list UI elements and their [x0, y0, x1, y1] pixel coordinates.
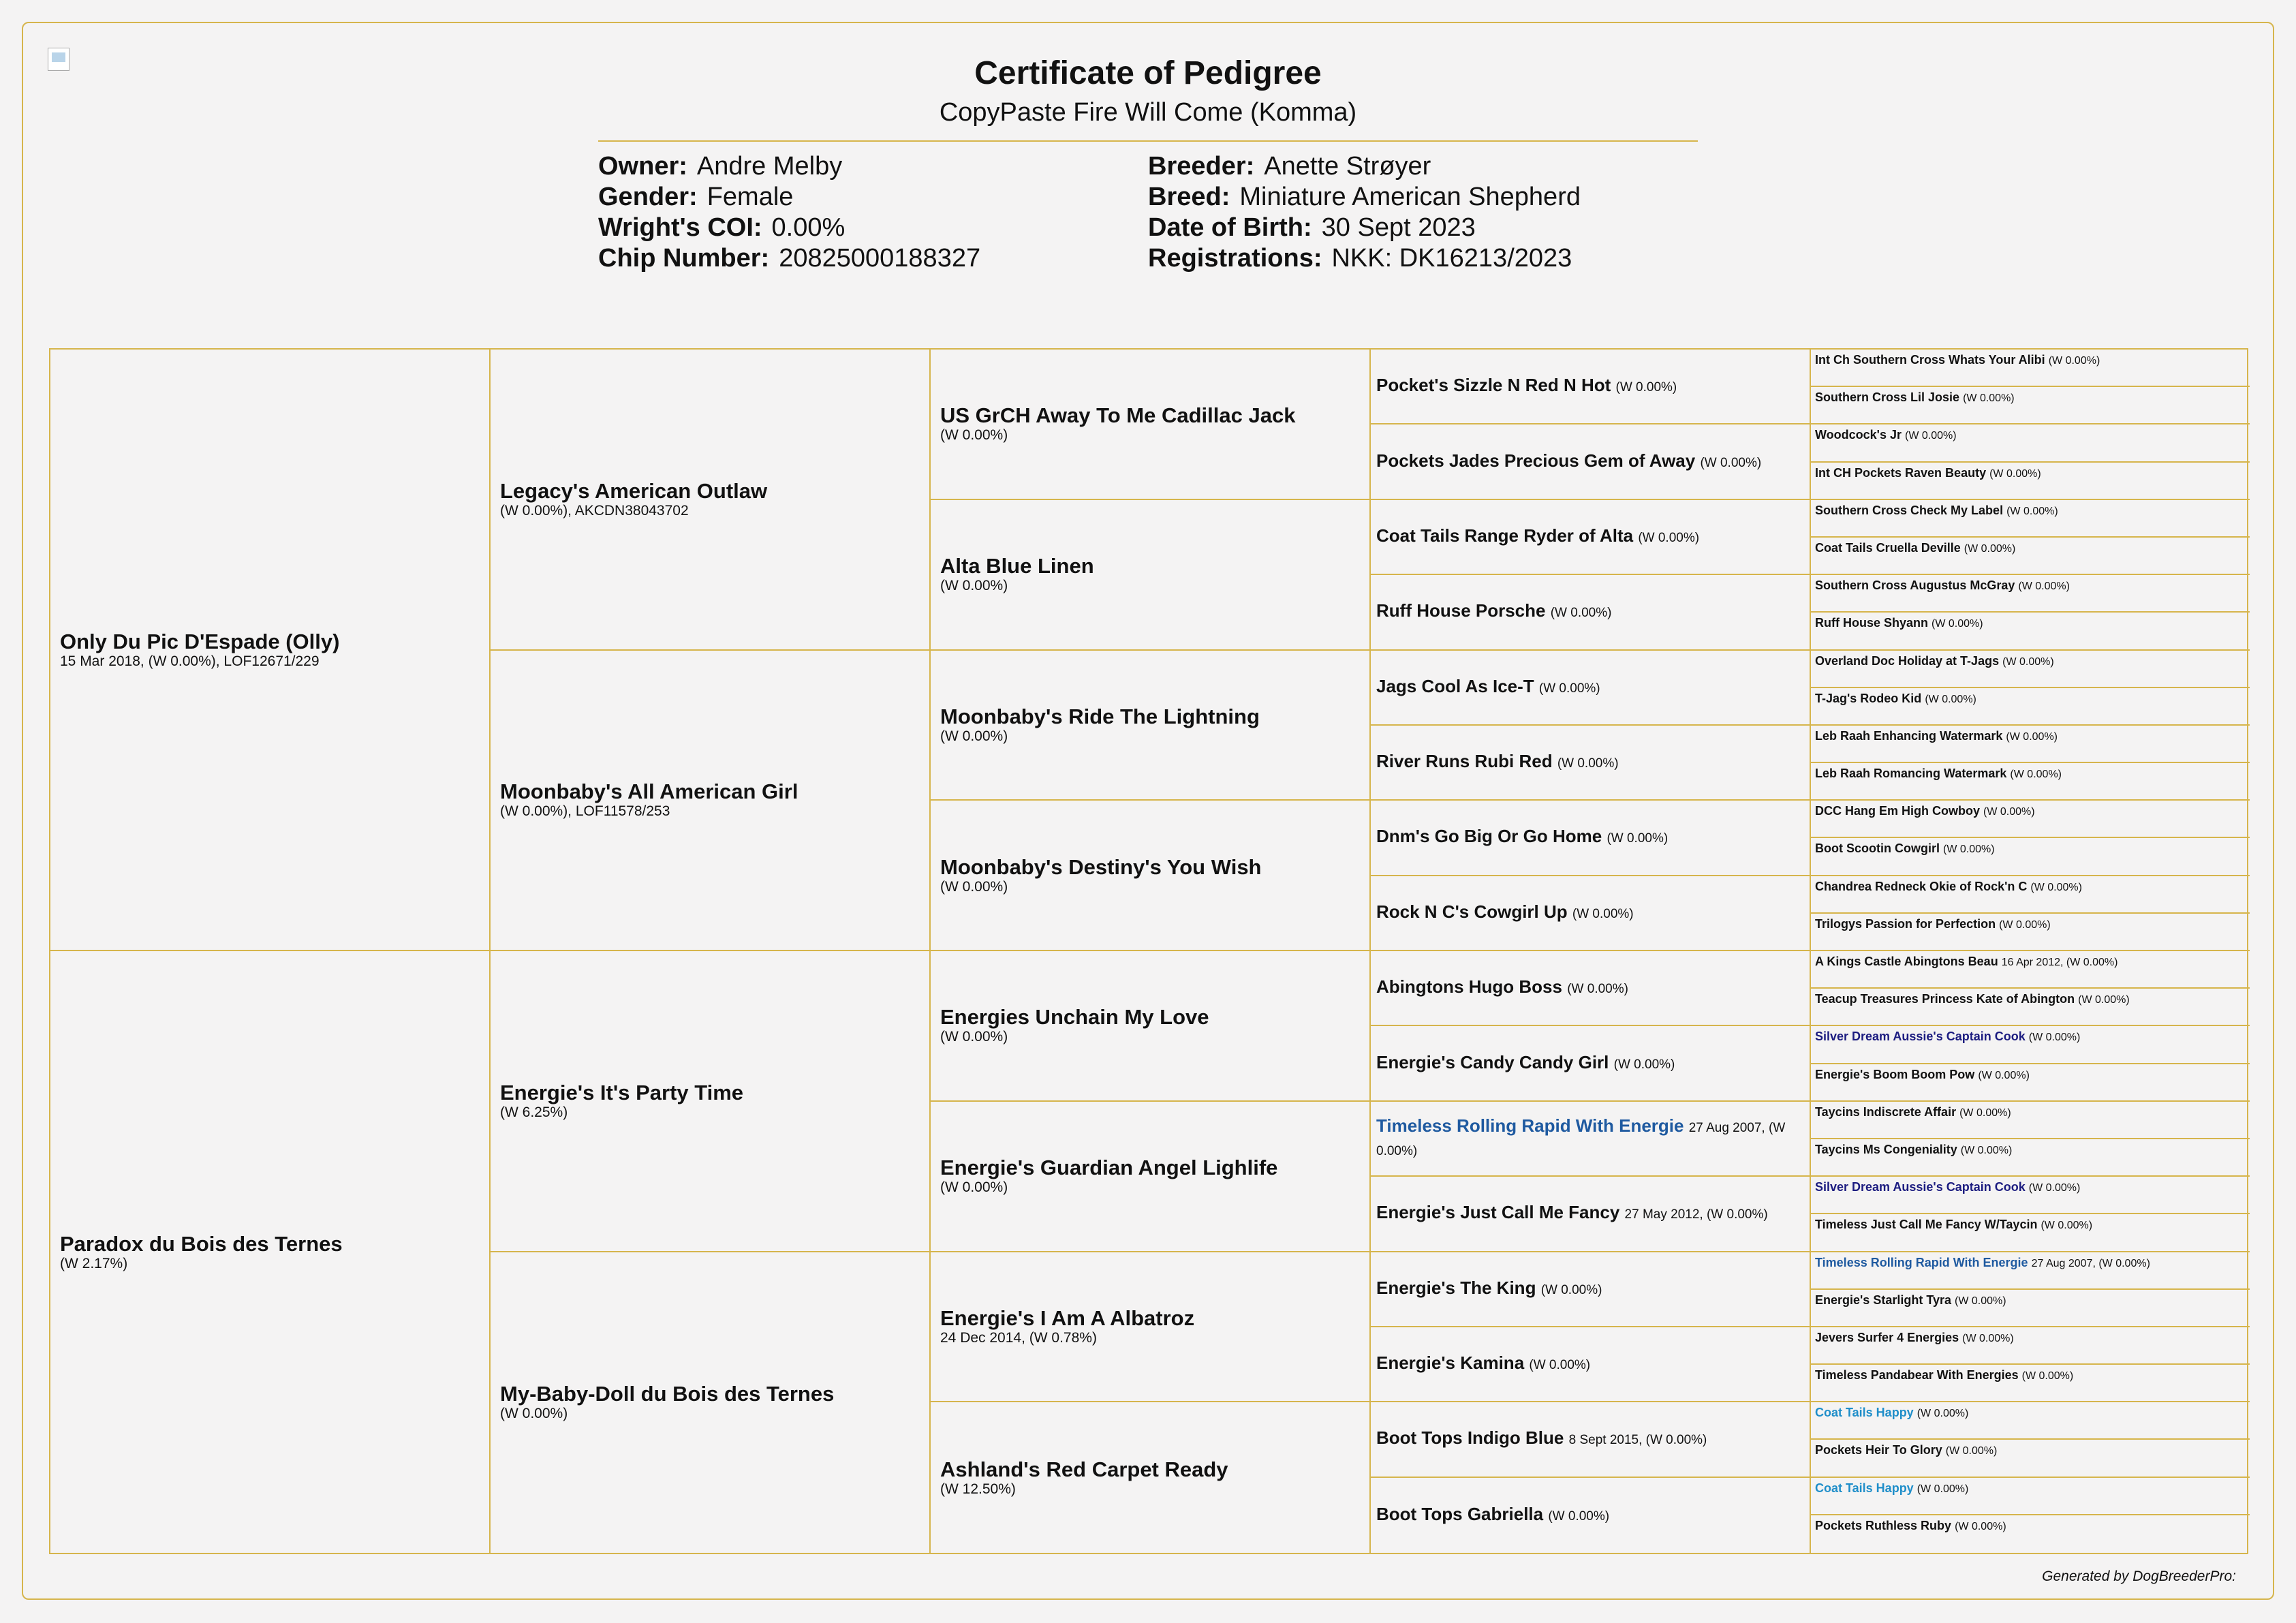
- dog-detail: (W 0.00%): [1959, 1107, 2011, 1119]
- dog-line: [1815, 578, 2246, 594]
- dog-detail: 27 Aug 2007, (W 0.00%): [2031, 1257, 2150, 1269]
- dog-detail: (W 0.00%): [1550, 606, 1612, 621]
- pedigree-cell-gen5: [1811, 1064, 2250, 1102]
- detail-row: [1148, 151, 1581, 182]
- pedigree-cell-gen3: [931, 350, 1371, 500]
- pedigree-cell-gen4: [1371, 876, 1811, 951]
- dog-name: Boot Scootin Cowgirl: [1815, 841, 1940, 856]
- dog-detail: (W 0.00%): [2021, 1370, 2074, 1382]
- dog-name: Chandrea Redneck Okie of Rock'n C: [1815, 879, 2028, 893]
- dog-detail: 24 Dec 2014, (W 0.78%): [940, 1329, 1097, 1346]
- dog-detail: (W 0.00%): [2048, 355, 2100, 367]
- pedigree-cell-gen5: [1811, 688, 2250, 726]
- dog-detail: (W 0.00%): [1989, 467, 2041, 480]
- dog-name: Coat Tails Range Ryder of Alta: [1376, 525, 1634, 546]
- detail-row: [598, 243, 980, 274]
- dog-detail: (W 0.00%): [2041, 1220, 2093, 1232]
- pedigree-cell-gen4: [1371, 424, 1811, 499]
- detail-label: Date of Birth:: [1148, 213, 1312, 242]
- dog-line: [1376, 1427, 1804, 1451]
- dog-name: River Runs Rubi Red: [1376, 751, 1553, 772]
- pedigree-cell-gen5: [1811, 350, 2250, 387]
- dog-detail: (W 0.00%): [1529, 1358, 1591, 1373]
- dog-name: Moonbaby's All American Girl: [500, 779, 798, 804]
- pedigree-cell-gen4: [1371, 726, 1811, 801]
- pedigree-cell-gen5: [1811, 1214, 2250, 1252]
- dog-name: Overland Doc Holiday at T-Jags: [1815, 653, 2000, 668]
- dog-detail: (W 0.00%): [1932, 618, 1983, 630]
- pedigree-cell-gen5: [1811, 876, 2250, 914]
- pedigree-cell-gen4: [1371, 1252, 1811, 1327]
- pedigree-cell-gen5: [1811, 838, 2250, 876]
- pedigree-cell-gen5: [1811, 1102, 2250, 1139]
- dog-name: Trilogys Passion for Perfection: [1815, 916, 1996, 931]
- pedigree-cell-gen5: [1811, 1440, 2250, 1477]
- detail-label: Wright's COI:: [598, 213, 762, 242]
- dog-detail: (W 0.00%): [1925, 693, 1976, 705]
- dog-line: [1815, 1104, 2246, 1121]
- dog-name: Moonbaby's Ride The Lightning: [940, 704, 1260, 728]
- dog-name: Teacup Treasures Princess Kate of Abington: [1815, 992, 2075, 1006]
- pedigree-cell-gen4: [1371, 801, 1811, 876]
- dog-detail: (W 0.00%): [2078, 994, 2130, 1006]
- dog-line: [1815, 1255, 2246, 1271]
- pedigree-cell-gen3: [931, 651, 1371, 801]
- pedigree-cell-gen5: [1811, 463, 2250, 500]
- pedigree-cell-gen5: [1811, 651, 2250, 688]
- dog-detail: (W 0.00%): [1917, 1408, 1969, 1420]
- detail-label: Owner:: [598, 152, 687, 181]
- pedigree-cell-gen4: [1371, 350, 1811, 424]
- pedigree-cell-gen4: [1371, 1026, 1811, 1101]
- pedigree-cell-gen5: [1811, 1252, 2250, 1290]
- dog-name: Paradox du Bois des Ternes: [60, 1231, 343, 1256]
- dog-name: Moonbaby's Destiny's You Wish: [940, 854, 1262, 879]
- dog-name: Legacy's American Outlaw: [500, 478, 768, 503]
- dog-detail: (W 0.00%): [1983, 806, 2035, 818]
- footer-credit: Generated by DogBreederPro:: [2042, 1568, 2236, 1584]
- dog-name: Southern Cross Lil Josie: [1815, 390, 1960, 405]
- dog-name: Coat Tails Cruella Deville: [1815, 540, 1961, 555]
- dog-detail: (W 12.50%): [940, 1481, 1016, 1497]
- dog-line: [1815, 766, 2246, 782]
- dog-line: [1815, 1367, 2246, 1384]
- pedigree-cell-gen5: [1811, 763, 2250, 801]
- dog-name: Boot Tops Gabriella: [1376, 1503, 1544, 1524]
- detail-value: NKK: DK16213/2023: [1331, 244, 1572, 273]
- dog-line: [1815, 1142, 2246, 1158]
- dog-detail: (W 0.00%): [1963, 392, 2015, 405]
- pedigree-cell-gen5: [1811, 1402, 2250, 1440]
- pedigree-cell-gen3: [931, 1402, 1371, 1553]
- pedigree-cell-gen5: [1811, 1026, 2250, 1064]
- dog-detail: (W 0.00%): [2028, 1032, 2081, 1044]
- dog-name[interactable]: Timeless Rolling Rapid With Energie: [1376, 1115, 1684, 1136]
- dog-line: [1815, 916, 2246, 933]
- dog-detail: 15 Mar 2018, (W 0.00%), LOF12671/229: [60, 653, 320, 669]
- dog-detail: (W 0.00%): [1955, 1295, 2006, 1307]
- dog-line: [1376, 676, 1804, 699]
- detail-value: 20825000188327: [779, 244, 981, 273]
- dog-line: [1376, 1115, 1804, 1162]
- dog-detail: (W 0.00%): [940, 878, 1008, 895]
- dog-line: [1815, 1179, 2246, 1196]
- dog-name: A Kings Castle Abingtons Beau: [1815, 955, 1998, 968]
- pedigree-cell-gen4: [1371, 951, 1811, 1026]
- pedigree-cell-gen4: [1371, 1478, 1811, 1553]
- pedigree-cell-gen5: [1811, 1515, 2250, 1553]
- dog-line: [1815, 954, 2246, 970]
- dog-name: Ashland's Red Carpet Ready: [940, 1457, 1228, 1481]
- dog-line: [1815, 352, 2246, 369]
- dog-detail: (W 0.00%): [940, 1029, 1008, 1045]
- dog-detail: 27 Aug 2007, (W 0.00%): [1376, 1120, 1786, 1158]
- details-left: [598, 151, 980, 274]
- dog-detail: (W 0.00%): [1615, 380, 1677, 395]
- dog-detail: (W 0.00%), LOF11578/253: [500, 803, 670, 820]
- dog-name: Ruff House Porsche: [1376, 600, 1546, 621]
- dog-name: Pocket's Sizzle N Red N Hot: [1376, 375, 1611, 396]
- pedigree-cell-gen5: [1811, 1177, 2250, 1214]
- dog-line: [1815, 841, 2246, 857]
- dog-name: Ruff House Shyann: [1815, 616, 1929, 630]
- detail-label: Chip Number:: [598, 244, 770, 273]
- dog-line: [1815, 503, 2246, 519]
- dog-detail: (W 0.00%): [1962, 1332, 2014, 1344]
- dog-line: [1815, 427, 2246, 444]
- dog-detail: (W 0.00%): [1572, 906, 1634, 921]
- dog-line: [1815, 1405, 2246, 1421]
- pedigree-cell-gen3: [931, 1252, 1371, 1403]
- dog-name: Boot Tops Indigo Blue: [1376, 1427, 1564, 1449]
- dog-name: Leb Raah Enhancing Watermark: [1815, 728, 2003, 743]
- detail-row: [1148, 213, 1581, 243]
- dog-detail: (W 0.00%): [940, 1179, 1008, 1196]
- pedigree-table: [49, 348, 2248, 1554]
- dog-detail: (W 0.00%): [1999, 918, 2051, 931]
- dog-detail: (W 0.00%): [2030, 881, 2082, 893]
- dog-detail: (W 0.00%): [1548, 1509, 1610, 1524]
- dog-line: [1376, 826, 1804, 849]
- dog-detail: (W 0.00%): [1700, 455, 1762, 470]
- dog-detail: (W 0.00%): [2006, 730, 2058, 743]
- dog-line: [1815, 1029, 2246, 1045]
- dog-line: [1815, 691, 2246, 707]
- detail-label: Breeder:: [1148, 152, 1255, 181]
- pedigree-cell-gen5: [1811, 989, 2250, 1026]
- dog-name: Jevers Surfer 4 Energies: [1815, 1330, 1959, 1344]
- dog-detail: (W 0.00%): [1960, 1144, 2013, 1156]
- pedigree-cell-gen5: [1811, 1290, 2250, 1327]
- pedigree-cell-gen2: [491, 651, 931, 952]
- pedigree-cell-gen5: [1811, 951, 2250, 989]
- dog-line: [1815, 1217, 2246, 1233]
- pedigree-cell-gen5: [1811, 575, 2250, 613]
- pedigree-cell-gen5: [1811, 1139, 2250, 1177]
- dog-detail: (W 0.00%): [2018, 581, 2070, 593]
- dog-name: T-Jag's Rodeo Kid: [1815, 691, 1922, 705]
- dog-name: Int CH Pockets Raven Beauty: [1815, 465, 1987, 480]
- dog-name: Taycins Ms Congeniality: [1815, 1142, 1957, 1156]
- pedigree-cell-gen4: [1371, 1402, 1811, 1477]
- pedigree-cell-gen4: [1371, 1177, 1811, 1252]
- dog-line: [1376, 901, 1804, 925]
- dog-detail: 27 May 2012, (W 0.00%): [1624, 1207, 1768, 1222]
- pedigree-cell-gen5: [1811, 914, 2250, 951]
- pedigree-cell-gen5: [1811, 500, 2250, 538]
- dog-name: Woodcock's Jr: [1815, 428, 1902, 442]
- dog-name: Dnm's Go Big Or Go Home: [1376, 826, 1602, 847]
- dog-line: [1815, 1293, 2246, 1309]
- dog-line: [1815, 1518, 2246, 1534]
- detail-row: [598, 151, 980, 182]
- dog-name: Southern Cross Augustus McGray: [1815, 578, 2015, 593]
- dog-detail: (W 0.00%): [1917, 1483, 1969, 1495]
- detail-value: 0.00%: [771, 213, 846, 242]
- dog-line: [1815, 1442, 2246, 1459]
- dog-name: Energie's I Am A Albatroz: [940, 1305, 1195, 1330]
- dog-line: [1376, 1352, 1804, 1376]
- dog-detail: (W 0.00%): [500, 1406, 568, 1422]
- pedigree-cell-gen4: [1371, 1102, 1811, 1177]
- dog-name[interactable]: Silver Dream Aussie's Captain Cook: [1815, 1030, 2026, 1044]
- pedigree-cell-gen5: [1811, 1365, 2250, 1402]
- title-divider: [598, 140, 1698, 142]
- detail-label: Registrations:: [1148, 244, 1322, 273]
- dog-line: [1815, 653, 2246, 670]
- dog-line: [1376, 450, 1804, 474]
- dog-line: [1376, 751, 1804, 774]
- detail-value: 30 Sept 2023: [1321, 213, 1476, 242]
- pedigree-cell-gen5: [1811, 1478, 2250, 1515]
- pedigree-cell-gen3: [931, 951, 1371, 1102]
- dog-name: Only Du Pic D'Espade (Olly): [60, 629, 340, 653]
- dog-name: Rock N C's Cowgirl Up: [1376, 901, 1568, 922]
- certificate-title: Certificate of Pedigree: [974, 55, 1322, 91]
- dog-line: [1376, 1202, 1804, 1225]
- pedigree-cell-gen4: [1371, 651, 1811, 726]
- pedigree-cell-gen1: [50, 350, 491, 951]
- dog-line: [1815, 390, 2246, 406]
- dog-line: [1815, 728, 2246, 745]
- detail-row: [1148, 243, 1581, 274]
- pedigree-cell-gen5: [1811, 538, 2250, 575]
- pedigree-cell-gen4: [1371, 1327, 1811, 1402]
- detail-value: Anette Strøyer: [1264, 152, 1431, 181]
- pedigree-cell-gen5: [1811, 613, 2250, 650]
- dog-line: [1376, 1504, 1804, 1527]
- pedigree-cell-gen5: [1811, 387, 2250, 424]
- pedigree-cell-gen3: [931, 500, 1371, 651]
- dog-detail: (W 0.00%): [940, 728, 1008, 744]
- dog-name: Pockets Heir To Glory: [1815, 1443, 1942, 1457]
- dog-line: [1815, 465, 2246, 482]
- dog-detail: (W 0.00%): [2010, 769, 2062, 781]
- dog-detail: (W 0.00%): [1964, 542, 2016, 555]
- dog-detail: (W 0.00%): [940, 427, 1008, 444]
- dog-name: Energie's Kamina: [1376, 1352, 1525, 1374]
- dog-name: Pockets Ruthless Ruby: [1815, 1518, 1952, 1532]
- dog-detail: (W 0.00%): [1540, 1282, 1602, 1297]
- dog-line: [1376, 1052, 1804, 1075]
- dog-name: Abingtons Hugo Boss: [1376, 976, 1562, 998]
- dog-line: [1815, 540, 2246, 557]
- dog-line: [1815, 879, 2246, 895]
- dog-name[interactable]: Timeless Rolling Rapid With Energie: [1815, 1255, 2028, 1269]
- dog-name: CopyPaste Fire Will Come (Komma): [939, 98, 1357, 127]
- dog-name: Energie's It's Party Time: [500, 1080, 744, 1104]
- dog-line: [1376, 375, 1804, 398]
- dog-name: Energie's The King: [1376, 1277, 1536, 1298]
- dog-detail: (W 0.00%): [1905, 430, 1957, 442]
- dog-detail: (W 6.25%): [500, 1104, 568, 1120]
- pedigree-cell-gen3: [931, 1102, 1371, 1252]
- pedigree-cell-gen2: [491, 350, 931, 651]
- dog-name: Energie's Boom Boom Pow: [1815, 1067, 1975, 1081]
- detail-label: Breed:: [1148, 183, 1230, 211]
- dog-detail: (W 0.00%): [1538, 681, 1600, 696]
- detail-value: Female: [707, 183, 794, 211]
- dog-line: [1815, 1330, 2246, 1346]
- dog-name: Leb Raah Romancing Watermark: [1815, 767, 2007, 781]
- dog-name: Jags Cool As Ice-T: [1376, 675, 1534, 696]
- dog-detail: (W 0.00%): [2028, 1182, 2081, 1194]
- dog-detail: (W 0.00%): [1613, 1057, 1675, 1072]
- pedigree-cell-gen3: [931, 801, 1371, 951]
- dog-detail: (W 0.00%): [1557, 756, 1619, 771]
- dog-line: [1376, 525, 1804, 548]
- dog-name: Energies Unchain My Love: [940, 1005, 1209, 1030]
- dog-name: Pockets Jades Precious Gem of Away: [1376, 450, 1696, 471]
- dog-name: Energie's Starlight Tyra: [1815, 1293, 1952, 1307]
- dog-detail: (W 0.00%): [1607, 831, 1669, 846]
- pedigree-cell-gen5: [1811, 726, 2250, 763]
- dog-name: My-Baby-Doll du Bois des Ternes: [500, 1382, 835, 1406]
- dog-detail: (W 0.00%), AKCDN38043702: [500, 502, 689, 519]
- details-right: [1148, 151, 1581, 274]
- dog-name[interactable]: Silver Dream Aussie's Captain Cook: [1815, 1180, 2026, 1194]
- dog-detail: (W 0.00%): [2006, 505, 2058, 517]
- dog-name: Timeless Pandabear With Energies: [1815, 1368, 2019, 1382]
- pedigree-cell-gen2: [491, 1252, 931, 1554]
- detail-row: [598, 182, 980, 213]
- dog-detail: (W 0.00%): [1978, 1069, 2030, 1081]
- dog-line: [1815, 615, 2246, 632]
- pedigree-cell-gen1: [50, 951, 491, 1553]
- dog-name: Int Ch Southern Cross Whats Your Alibi: [1815, 353, 2045, 367]
- dog-name[interactable]: Coat Tails Happy: [1815, 1481, 1914, 1495]
- dog-name[interactable]: Coat Tails Happy: [1815, 1406, 1914, 1420]
- dog-name: Southern Cross Check My Label: [1815, 503, 2004, 517]
- dog-detail: (W 0.00%): [1945, 1445, 1998, 1457]
- dog-name: Alta Blue Linen: [940, 554, 1094, 578]
- detail-row: [598, 213, 980, 243]
- dog-line: [1376, 976, 1804, 1000]
- detail-label: Gender:: [598, 183, 698, 211]
- dog-detail: (W 0.00%): [1638, 530, 1700, 545]
- dog-line: [1376, 600, 1804, 623]
- dog-name: Energie's Guardian Angel Lighlife: [940, 1156, 1278, 1180]
- detail-row: [1148, 182, 1581, 213]
- pedigree-cell-gen2: [491, 951, 931, 1252]
- pedigree-cell-gen5: [1811, 801, 2250, 838]
- dog-name: Energie's Candy Candy Girl: [1376, 1051, 1609, 1072]
- dog-name: Energie's Just Call Me Fancy: [1376, 1202, 1620, 1223]
- pedigree-cell-gen5: [1811, 1327, 2250, 1365]
- dog-detail: (W 0.00%): [1567, 982, 1628, 997]
- dog-line: [1815, 803, 2246, 820]
- dog-line: [1815, 1481, 2246, 1497]
- dog-detail: 8 Sept 2015, (W 0.00%): [1568, 1433, 1707, 1448]
- dog-detail: (W 2.17%): [60, 1255, 128, 1271]
- pedigree-cell-gen5: [1811, 424, 2250, 462]
- dog-detail: 16 Apr 2012, (W 0.00%): [2001, 957, 2118, 968]
- dog-detail: (W 0.00%): [1943, 844, 1995, 856]
- dog-line: [1815, 1067, 2246, 1083]
- dog-name: Timeless Just Call Me Fancy W/Taycin: [1815, 1218, 2038, 1232]
- dog-name: US GrCH Away To Me Cadillac Jack: [940, 403, 1296, 428]
- dog-name: DCC Hang Em High Cowboy: [1815, 804, 1980, 818]
- pedigree-cell-gen4: [1371, 500, 1811, 575]
- dog-line: [1815, 991, 2246, 1008]
- dog-detail: (W 0.00%): [940, 578, 1008, 594]
- dog-detail: (W 0.00%): [1955, 1520, 2006, 1532]
- dog-line: [1376, 1278, 1804, 1301]
- dog-detail: (W 0.00%): [2002, 655, 2054, 668]
- dog-name: Taycins Indiscrete Affair: [1815, 1104, 1957, 1119]
- pedigree-cell-gen4: [1371, 575, 1811, 650]
- detail-value: Andre Melby: [696, 152, 843, 181]
- detail-value: Miniature American Shepherd: [1239, 183, 1581, 211]
